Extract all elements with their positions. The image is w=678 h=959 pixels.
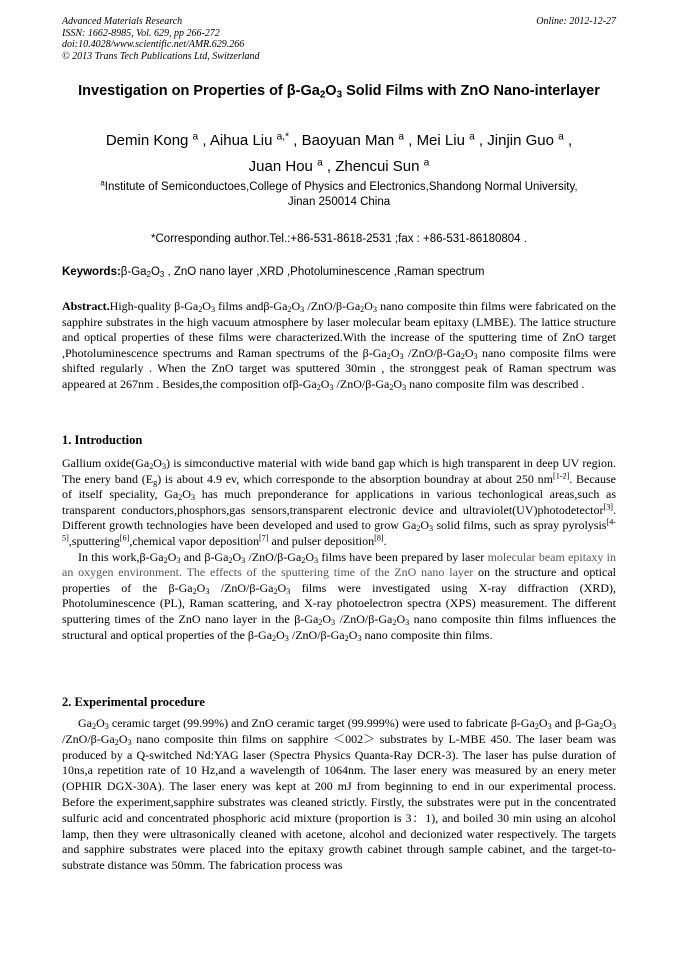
author: Zhencui Sun $^a$ [335, 157, 430, 175]
author-list [62, 128, 616, 180]
keywords-label: Keywords: [62, 266, 121, 278]
author: Aihua Liu $^{a,*}$ , [209, 131, 302, 149]
journal-name: Advanced Materials Research [62, 16, 183, 27]
section-heading-experimental: 2. Experimental procedure [62, 695, 205, 709]
intro-paragraph-2: In this $work,\beta-Ga_2O_3$ and $\beta-Ga_2O_3$ $/ZnO/\beta-Ga_2O_3$ films have been prepared by laser molecular beam epitaxy in an oxygen environment. The effects of the sputtering time of the ZnO nano layer on the structure and optical properties of the $\beta-Ga_2O_3$ $/ZnO/\beta-Ga_2O_3$ films were investigated using X-ray diffraction (XRD), Photoluminescence (PL), Raman scattering, and X-ray photoelectron spectra (XPS) measurement. The different sputtering times of the ZnO nano layer in the $\beta-Ga_2O_3$ $/ZnO/\beta-Ga_2O_3$ nano composite thin films influences the structural and optical properties of the $\beta-Ga_2O_3$ $/ZnO/\beta-Ga_2O_3$ nano composite thin films. [62, 549, 616, 643]
online-date: Online: 2012-12-27 [536, 16, 616, 27]
experimental-paragraph-1: $Ga_2O_3$ ceramic target (99.99%) and ZnO ceramic target (99.999%) were used to fabricate $\beta-Ga_2O_3$ and $\beta-Ga_2O_3$ $/ZnO/\beta-Ga_2O_3$ nano composite thin films on sapphire ＜002＞ substrates by L-MBE 450. The laser beam was produced by a Q-switched Nd:YAG laser (Spectra Physics Quanta-Ray DCR-3). The laser has pulse duration of 10ns,a repetition rate of 10 Hz,and a wavelength of 1064nm. The laser enery was measured by an enery meter (OPHIR DGX-30A). The laser enery was kept at 200 mJ from beginning to end in our experimental process. Before the experiment,sapphire substrates was cleaned strictly. Firstly, the substrates were put in the concentrated sulfuric acid and concentrated phosphoric acid mixture (proportion is 3：1), and boiled 30 min using an alcohol lamp, then they were ultrasonically cleaned with acetone, alcohol and decionized water respectively. The targets and sapphire substrates were placed into the epitaxy growth cabinet through sample cabinet, and the target-to-substrate distance was 50mm. The fabrication process was [62, 716, 617, 873]
intro-paragraph-1: Gallium $oxide(Ga_2O_3)$ is simconductive material with wide band gap which is high transparent in deep UV region. The enery band $(E_g)$ is about 4.9 ev, which corresponde to the absorption boundray at about 250 nm[1-2]. Because of itself speciality, $Ga_2O_3$ has much preponderance for applications in various techonlogical areas,such as transparent conductors,phosphors,gas sensors,transparent electronic device and ultraviolet(UV)photodetector[3]. Different growth technologies have been developed and used to grow $Ga_2O_3$ solid films, such as spray pyrolysis[4-5],sputtering[6],chemical vapor deposition[7] and pulser deposition[8]. [62, 456, 616, 548]
introduction-body [62, 456, 616, 643]
abstract-label: Abstract. [62, 299, 110, 313]
journal-header [62, 16, 616, 62]
doi-line: doi:10.4028/www.scientific.net/AMR.629.266 [62, 39, 245, 50]
author: Demin Kong $^a$ , [105, 131, 210, 149]
author: Mei Liu $^a$ , [416, 131, 488, 149]
affiliation: $^a$Institute of Semiconductoes,College of Physics and Electronics,Shandong Normal University, Jinan 250014 China [100, 178, 578, 208]
section-heading-introduction: 1. Introduction [62, 433, 143, 447]
issn-line: ISSN: 1662-8985, Vol. 629, pp 266-272 [62, 27, 220, 39]
author: Baoyuan Man $^a$ , [301, 131, 417, 149]
author: Jinjin Guo $^a$ , [487, 131, 573, 149]
copyright-line: © 2013 Trans Tech Publications Ltd, Switzerland [62, 50, 260, 62]
experimental-body [62, 716, 616, 874]
abstract: Abstract.High-quality $\beta-Ga_2O_3$ films andβ-$Ga_2O_3$ $/ZnO/\beta-Ga_2O_3$ nano composite thin films were fabricated on the sapphire substrates in the high vacuum atmosphere by laser molecular beam epitaxy (LMBE). The lattice structure and optical properties of these films were characterized.With the increase of the sputtering time of ZnO target ,Photoluminescence spectrums and Raman spectrums of the $\beta-Ga_2O_3$ $/ZnO/\beta-Ga_2O_3$ nano composite films were shifted regularly . When the ZnO target was sputtered 30min , the stronggest peak of Raman spectrum was appeared at 267nm . Besides,the composition ofβ-$Ga_2O_3$ $/ZnO/\beta-Ga_2O_3$ nano composite film was described . [62, 299, 617, 392]
keywords: $Keywords:\beta-Ga_2O_3$ , ZnO nano layer ,XRD ,Photoluminescence ,Raman spectrum [62, 266, 485, 279]
corresponding-author: *Corresponding author.Tel.:+86-531-8618-2531 ;fax : +86-531-86180804 . [151, 233, 527, 245]
author: Juan Hou $^a$ , [248, 157, 336, 175]
paper-title: Investigation on Properties of $\beta-Ga_2O_3$ Solid Films with ZnO Nano-interlayer [78, 83, 600, 101]
